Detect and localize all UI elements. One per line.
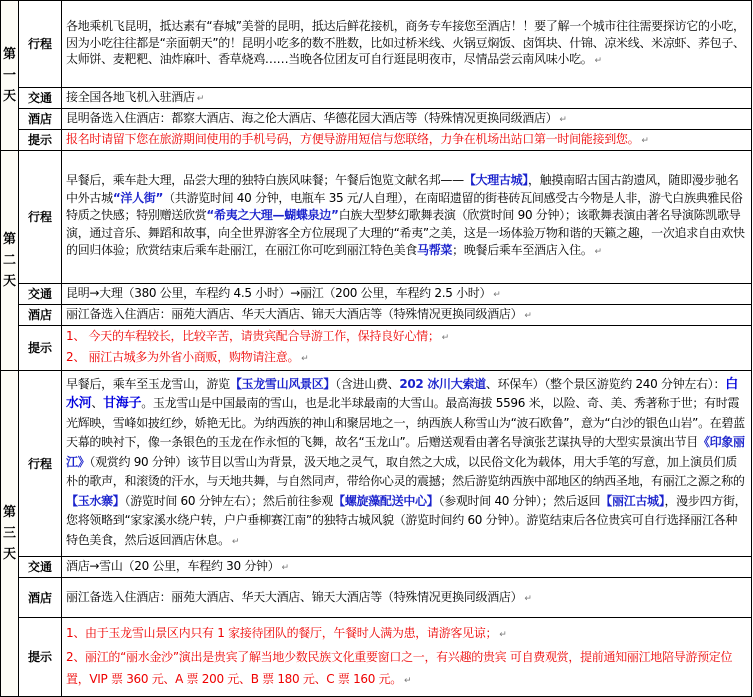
day1-label: 第 一 天 (1, 1, 19, 151)
spirulina-center: 【螺旋藻配送中心】 (333, 493, 439, 508)
show-name: “希夷之大理—蝴蝶泉边” (206, 208, 339, 223)
day1-tips-row (1, 130, 752, 151)
itinerary-label: 行程 (19, 1, 62, 88)
day3-hotel-row (1, 578, 752, 618)
day2-tips-text: 1、 今天的车程较长，比较辛苦，请贵宾配合导游工作，保持良好心情； ↵ 2、 丽江古城多为外省小商贩，购物请注意。 ↵ (62, 326, 752, 371)
lijiang-old-town: 【丽江古城】 (600, 493, 665, 508)
day1-itinerary-text: 各地乘机飞昆明，抵达素有“春城”美誉的昆明，抵达后鲜花接机，商务专车接您至酒店！！要了解一个城市往往需要探访它的小吃，因为小吃往往都是“亲面朝天”的！昆明小吃多的数不胜数，比如过桥米线、火锅豆焖饭、卤饵块、什锦、凉米线、米凉虾、荞包子、太师饼、麦粑粑、油炸麻叶、香草烧鸡……当晚各位团友可自行逛昆明夜市，尽情品尝云南风味小吃。 ↵ (62, 1, 752, 88)
jade-dragon-park: 【玉龙雪山风景区】 (229, 376, 336, 391)
transport-label: 交通 (19, 284, 62, 305)
day3-transport-text: 酒店→雪山（20 公里，车程约 30 分钟） ↵ (62, 557, 752, 578)
hotel-label: 酒店 (19, 305, 62, 326)
day3-tips-row (1, 618, 752, 697)
day3-transport-row (1, 557, 752, 578)
day3-tips-text: 1、由于玉龙雪山景区内只有 1 家接待团队的餐厅，午餐时人满为患，请游客见谅； ↵ 2、丽江的“丽水金沙”演出是贵宾了解当地少数民族文化重要窗口之一，有兴趣的贵宾 可自费观赏，提前通知丽江地陪导游预定位置，VIP 票 360 元、A 票 200 元、B 票 180 元、C 票 160 元。 ↵ (62, 618, 752, 697)
day2-transport-text: 昆明→大理（380 公里，车程约 4.5 小时）→丽江（200 公里，车程约 2.5 小时） ↵ (62, 284, 752, 305)
baishui-river: 白水河 (66, 376, 738, 412)
tips-label: 提示 (19, 326, 62, 371)
day2-itinerary-text: 早餐后，乘车赴大理，品尝大理的独特白族风味餐；午餐后饱览文献名邦——【大理古城】，触摸南昭古国古韵遗风，随即漫步驰名中外古城“洋人街”（共游览时间 40 分钟，电瓶车 35 元/人自理），在南昭遗留的街巷砖瓦间感受古今物是人非，游弋白族典雅民俗特质之快感；特别赠送欣赏“希夷之大理—蝴蝶泉边”白族大型梦幻歌舞表演（欣赏时间 90 分钟）；该歌舞表演由著名导演陈凯歌导演，通过音乐、舞蹈和故事，向全世界游客全方位展现了大理的“希夷”之美，这是一场体验万物和谐的天籁之趣，一次追求自由欢快的回归体验；欣赏结束后乘车赴丽江，在丽江你可吃到丽江特色美食马帮菜；晚餐后乘车至酒店入住。 ↵ (62, 151, 752, 284)
tips-label: 提示 (19, 618, 62, 697)
foreigner-street: “洋人街” (112, 190, 164, 205)
ganhaizi: 甘海子 (103, 396, 142, 412)
transport-label: 交通 (19, 557, 62, 578)
hotel-label: 酒店 (19, 578, 62, 618)
day2-hotel-text: 丽江备选入住酒店：丽苑大酒店、华天大酒店、锦天大酒店等（特殊情况更换同级酒店） ↵ (62, 305, 752, 326)
itinerary-label: 行程 (19, 151, 62, 284)
day2-label: 第 二 天 (1, 151, 19, 371)
day2-itinerary-row (1, 151, 752, 284)
dali-old-town: 【大理古城】 (463, 173, 529, 188)
day1-itinerary-row (1, 1, 752, 88)
day1-tips-text: 报名时请留下您在旅游期间使用的手机号码，方便导游用短信与您联络，力争在机场出站口第一时间能接到您。 ↵ (62, 130, 752, 151)
day1-transport-row (1, 88, 752, 109)
day1-transport-text: 接全国各地飞机入驻酒店 ↵ (62, 88, 752, 109)
glacier-ropeway: 202 冰川大索道 (399, 376, 486, 391)
day3-label: 第 三 天 (1, 371, 19, 697)
hotel-label: 酒店 (19, 109, 62, 130)
day1-hotel-row (1, 109, 752, 130)
itinerary-label: 行程 (19, 371, 62, 557)
tips-label: 提示 (19, 130, 62, 151)
day3-itinerary-row (1, 371, 752, 557)
day1-hotel-text: 昆明备选入住酒店：都察大酒店、海之伦大酒店、华德花园大酒店等（特殊情况更换同级酒店） ↵ (62, 109, 752, 130)
dish-name: 马帮菜 (417, 243, 453, 258)
transport-label: 交通 (19, 88, 62, 109)
day3-itinerary-text: 早餐后，乘车至玉龙雪山，游览【玉龙雪山风景区】（含进山费、202 冰川大索道、环保车）（整个景区游览约 240 分钟左右）：白水河、甘海子。玉龙雪山是中国最南的雪山，也是北半球最南的大雪山。最高海拔 5596 米，以险、奇、美、秀著称于世；有时霞光辉映，雪峰如披红纱，娇艳无比。为纳西族的神山和聚居地之一，纳西族人称雪山为“波石欧鲁”，意为“白沙的银色山岩”。在碧蓝天幕的映衬下，像一条银色的玉龙在作永恒的飞舞，故名“玉龙山”。后赠送观看由著名导演张艺谋执导的大型实景演出节目《印象丽江》（观赏约 90 分钟）该节目以雪山为背景，汲天地之灵气，取自然之大成，以民俗文化为载体，用大手笔的写意，加上演员们质朴的歌声，和滚烫的汗水，与天地共舞，与自然同声，带给你心灵的震撼；然后游览纳西族中部地区的纳西圣地，有丽江之源之称的【玉水寨】（游览时间 60 分钟左右）；然后前往参观【螺旋藻配送中心】（参观时间 40 分钟）；然后返回【丽江古城】，漫步四方街，您将领略到“家家溪水绕户转，户户垂柳赛江南”的独特古城风貌（游览时间约 60 分钟）。游览结束后各位贵宾可自行选择丽江各种特色美食，然后返回酒店休息。 ↵ (62, 371, 752, 557)
impression-lijiang: 《印象丽江》 (66, 435, 745, 469)
day2-transport-row (1, 284, 752, 305)
day3-hotel-text: 丽江备选入住酒店：丽苑大酒店、华天大酒店、锦天大酒店等（特殊情况更换同级酒店） ↵ (62, 578, 752, 618)
day2-hotel-row (1, 305, 752, 326)
yushui-village: 【玉水寨】 (66, 493, 125, 508)
day2-tips-row (1, 326, 752, 371)
